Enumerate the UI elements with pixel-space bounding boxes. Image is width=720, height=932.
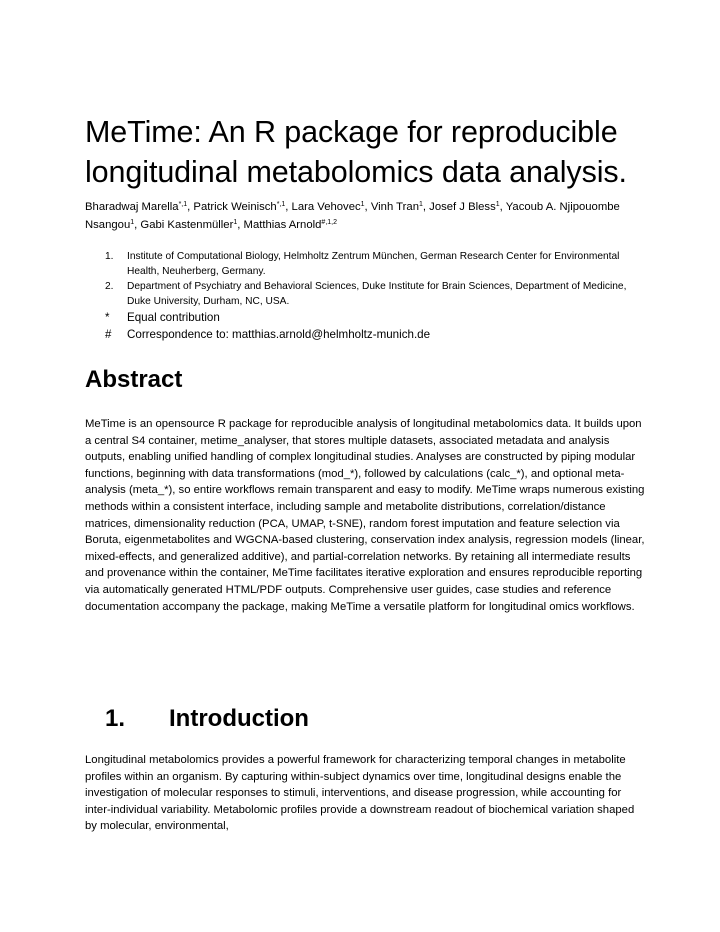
author-affiliation-marker: #,1,2 xyxy=(321,219,337,226)
section-number: 1. xyxy=(105,705,126,732)
affiliation-marker: 2. xyxy=(105,281,114,292)
affiliation-item xyxy=(85,279,645,309)
author-name: Gabi Kastenmüller xyxy=(140,219,234,231)
affiliation-item xyxy=(85,326,645,343)
abstract-paragraph: MeTime is an opensource R package for reproducible analysis of longitudinal metabolomics data. It builds upon a central S4 container, metime_analyser, that stores multiple datasets, associated metadata and analysis outputs, enabling unified handling of complex longitudinal studies. Analyses are constructed by piping modular functions, beginning with data transformations (mod_*), followed by calculations (calc_*), and optional meta-analysis (meta_*), so entire workflows remain transparent and easy to modify. MeTime wraps numerous existing methods within a consistent interface, including sample and metabolite distributions, correlation/distance matrices, dimensionality reduction (PCA, UMAP, t-SNE), random forest imputation and feature selection via Boruta, eigenmetabolites and WGCNA-based clustering, conservation index analysis, regression models (linear, mixed-effects, and generalized additive), and partial-correlation networks. By retaining all intermediate results and provenance within the container, MeTime facilitates iterative exploration and ensures reproducible reporting via automatically generated HTML/PDF outputs. Comprehensive user guides, case studies and reference documentation accompany the package, making MeTime a versatile platform for longitudinal omics workflows. xyxy=(85,418,645,613)
author-name: Josef J Bless xyxy=(429,201,496,213)
abstract-heading: Abstract xyxy=(85,366,183,393)
affiliation-text: Department of Psychiatry and Behavioral Sciences, Duke Institute for Brain Sciences, Department of Medicine, Duke University, Durham, NC, USA. xyxy=(127,281,627,307)
affiliation-item xyxy=(85,249,645,279)
affiliation-item xyxy=(85,309,645,326)
author-name: Patrick Weinisch xyxy=(193,201,277,213)
introduction-paragraph: Longitudinal metabolomics provides a powerful framework for characterizing temporal changes in metabolite profiles within an organism. By capturing within-subject dynamics over time, longitudinal designs enable the investigation of molecular responses to stimuli, interventions, and disease progression, while accounting for inter-individual variability. Metabolomic profiles provide a downstream readout of biochemical variation shaped by molecular, environmental, xyxy=(85,754,635,833)
author-name: Bharadwaj Marella xyxy=(85,201,179,213)
author-affiliation-marker: *,1 xyxy=(178,201,188,208)
section-title: Introduction xyxy=(169,705,309,732)
author-affiliation-marker: 1 xyxy=(418,201,423,208)
author-name: Vinh Tran xyxy=(370,201,419,213)
author-name: Matthias Arnold xyxy=(243,219,322,231)
author-affiliation-marker: 1 xyxy=(233,219,238,226)
author-affiliation-marker: *,1 xyxy=(276,201,286,208)
introduction-heading xyxy=(105,704,309,734)
author-affiliation-marker: 1 xyxy=(130,219,135,226)
affiliation-marker: * xyxy=(105,311,110,324)
paper-title: MeTime: An R package for reproducible longitudinal metabolomics data analysis. xyxy=(85,115,627,189)
author-affiliation-marker: 1 xyxy=(360,201,365,208)
affiliation-text: Equal contribution xyxy=(127,311,220,324)
affiliation-text: Institute of Computational Biology, Helmholtz Zentrum München, German Research Center for Environmental Health, Neuherberg, Germany. xyxy=(127,251,620,277)
author-name: Lara Vehovec xyxy=(291,201,361,213)
author-list: Bharadwaj Marella$^{*,1}$, Patrick Weinisch$^{*,1}$, Lara Vehovec$^1$, Vinh Tran$^1$, Josef J Bless$^1$, Yacoub A. Njipouombe Nsangou$^1$, Gabi Kastenmüller$^1$, Matthias Arnold$^{\#,1,2}$ xyxy=(85,201,620,231)
author-name: Yacoub A. Njipouombe Nsangou xyxy=(85,201,620,231)
correspondence-text: Correspondence to: matthias.arnold@helmholtz-munich.de xyxy=(127,328,431,341)
affiliation-marker: # xyxy=(105,328,112,341)
affiliation-list xyxy=(85,249,645,343)
author-affiliation-marker: 1 xyxy=(495,201,500,208)
affiliation-marker: 1. xyxy=(105,251,114,262)
